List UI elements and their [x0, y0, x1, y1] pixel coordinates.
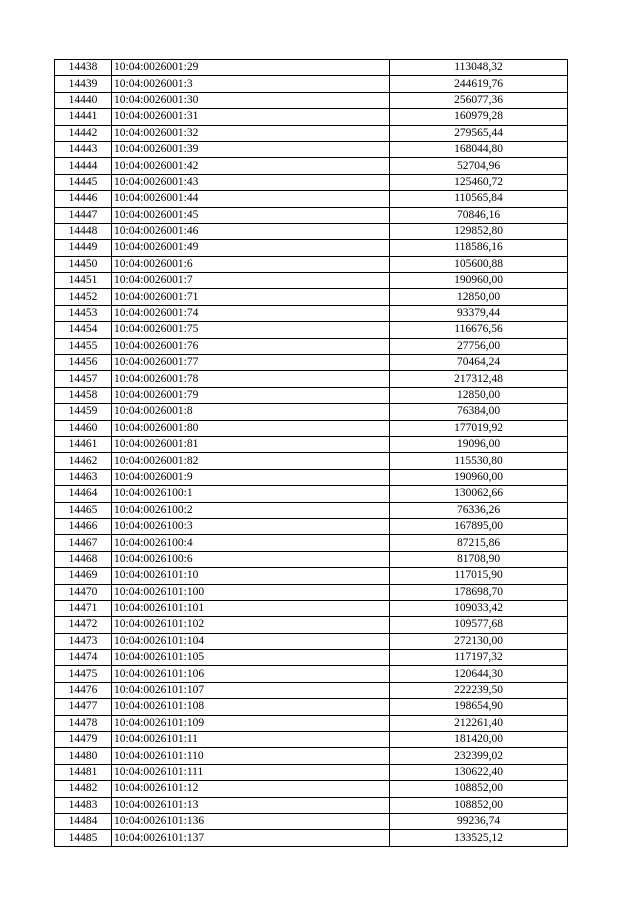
- row-value-cell: 81708,90: [390, 551, 568, 567]
- table-row: [55, 699, 568, 715]
- row-number-cell: 14451: [55, 273, 112, 289]
- table-row: [55, 584, 568, 600]
- table-row: [55, 650, 568, 666]
- row-value-cell: 93379,44: [390, 305, 568, 321]
- cadastral-number-cell: 10:04:0026101:105: [112, 650, 390, 666]
- cadastral-number-cell: 10:04:0026001:71: [112, 289, 390, 305]
- cadastral-number-cell: 10:04:0026101:109: [112, 715, 390, 731]
- data-table: [54, 59, 568, 847]
- table-row: [55, 125, 568, 141]
- row-number-cell: 14458: [55, 387, 112, 403]
- cadastral-number-cell: 10:04:0026101:102: [112, 617, 390, 633]
- row-number-cell: 14471: [55, 600, 112, 616]
- row-value-cell: 109577,68: [390, 617, 568, 633]
- table-row: [55, 551, 568, 567]
- cadastral-number-cell: 10:04:0026001:46: [112, 223, 390, 239]
- row-value-cell: 198654,90: [390, 699, 568, 715]
- row-number-cell: 14447: [55, 207, 112, 223]
- row-value-cell: 12850,00: [390, 289, 568, 305]
- row-value-cell: 108852,00: [390, 797, 568, 813]
- table-row: [55, 191, 568, 207]
- row-value-cell: 105600,88: [390, 256, 568, 272]
- cadastral-number-cell: 10:04:0026001:9: [112, 469, 390, 485]
- cadastral-number-cell: 10:04:0026001:77: [112, 355, 390, 371]
- table-row: [55, 256, 568, 272]
- row-value-cell: 76336,26: [390, 502, 568, 518]
- cadastral-number-cell: 10:04:0026001:78: [112, 371, 390, 387]
- row-number-cell: 14483: [55, 797, 112, 813]
- cadastral-number-cell: 10:04:0026101:101: [112, 600, 390, 616]
- row-number-cell: 14456: [55, 355, 112, 371]
- table-row: [55, 518, 568, 534]
- row-number-cell: 14445: [55, 174, 112, 190]
- table-row: [55, 158, 568, 174]
- table-row: [55, 273, 568, 289]
- row-value-cell: 52704,96: [390, 158, 568, 174]
- row-value-cell: 177019,92: [390, 420, 568, 436]
- cadastral-number-cell: 10:04:0026001:6: [112, 256, 390, 272]
- row-number-cell: 14479: [55, 732, 112, 748]
- cadastral-number-cell: 10:04:0026101:100: [112, 584, 390, 600]
- row-number-cell: 14465: [55, 502, 112, 518]
- row-number-cell: 14450: [55, 256, 112, 272]
- cadastral-number-cell: 10:04:0026101:106: [112, 666, 390, 682]
- table-row: [55, 830, 568, 846]
- row-number-cell: 14462: [55, 453, 112, 469]
- table-row: [55, 420, 568, 436]
- row-number-cell: 14475: [55, 666, 112, 682]
- cadastral-number-cell: 10:04:0026001:76: [112, 338, 390, 354]
- table-row: [55, 60, 568, 76]
- row-number-cell: 14454: [55, 322, 112, 338]
- row-value-cell: 279565,44: [390, 125, 568, 141]
- cadastral-number-cell: 10:04:0026001:45: [112, 207, 390, 223]
- row-value-cell: 125460,72: [390, 174, 568, 190]
- row-value-cell: 76384,00: [390, 404, 568, 420]
- row-number-cell: 14448: [55, 223, 112, 239]
- table-row: [55, 371, 568, 387]
- row-number-cell: 14460: [55, 420, 112, 436]
- table-row: [55, 715, 568, 731]
- row-number-cell: 14440: [55, 92, 112, 108]
- cadastral-number-cell: 10:04:0026001:31: [112, 109, 390, 125]
- row-value-cell: 113048,32: [390, 60, 568, 76]
- row-value-cell: 115530,80: [390, 453, 568, 469]
- table-row: [55, 404, 568, 420]
- cadastral-number-cell: 10:04:0026001:80: [112, 420, 390, 436]
- row-value-cell: 222239,50: [390, 682, 568, 698]
- table-row: [55, 141, 568, 157]
- row-number-cell: 14473: [55, 633, 112, 649]
- row-number-cell: 14443: [55, 141, 112, 157]
- table-body: [55, 60, 568, 847]
- cadastral-number-cell: 10:04:0026101:107: [112, 682, 390, 698]
- table-row: [55, 174, 568, 190]
- row-value-cell: 116676,56: [390, 322, 568, 338]
- cadastral-number-cell: 10:04:0026001:81: [112, 436, 390, 452]
- table-row: [55, 535, 568, 551]
- cadastral-number-cell: 10:04:0026101:111: [112, 764, 390, 780]
- table-row: [55, 322, 568, 338]
- row-value-cell: 190960,00: [390, 273, 568, 289]
- row-value-cell: 99236,74: [390, 813, 568, 829]
- cadastral-number-cell: 10:04:0026101:11: [112, 732, 390, 748]
- row-value-cell: 108852,00: [390, 781, 568, 797]
- row-value-cell: 212261,40: [390, 715, 568, 731]
- row-value-cell: 167895,00: [390, 518, 568, 534]
- row-value-cell: 160979,28: [390, 109, 568, 125]
- table-row: [55, 600, 568, 616]
- cadastral-number-cell: 10:04:0026001:39: [112, 141, 390, 157]
- row-value-cell: 256077,36: [390, 92, 568, 108]
- table-row: [55, 682, 568, 698]
- row-value-cell: 181420,00: [390, 732, 568, 748]
- row-value-cell: 130622,40: [390, 764, 568, 780]
- cadastral-number-cell: 10:04:0026100:1: [112, 486, 390, 502]
- row-number-cell: 14485: [55, 830, 112, 846]
- row-value-cell: 120644,30: [390, 666, 568, 682]
- row-number-cell: 14441: [55, 109, 112, 125]
- cadastral-number-cell: 10:04:0026101:137: [112, 830, 390, 846]
- table-row: [55, 781, 568, 797]
- row-number-cell: 14457: [55, 371, 112, 387]
- row-number-cell: 14455: [55, 338, 112, 354]
- table-row: [55, 109, 568, 125]
- row-value-cell: 70464,24: [390, 355, 568, 371]
- row-number-cell: 14453: [55, 305, 112, 321]
- cadastral-number-cell: 10:04:0026001:44: [112, 191, 390, 207]
- table-row: [55, 617, 568, 633]
- cadastral-number-cell: 10:04:0026001:32: [112, 125, 390, 141]
- row-number-cell: 14459: [55, 404, 112, 420]
- row-number-cell: 14461: [55, 436, 112, 452]
- row-number-cell: 14474: [55, 650, 112, 666]
- row-value-cell: 12850,00: [390, 387, 568, 403]
- table-row: [55, 223, 568, 239]
- row-number-cell: 14478: [55, 715, 112, 731]
- row-value-cell: 168044,80: [390, 141, 568, 157]
- row-value-cell: 109033,42: [390, 600, 568, 616]
- row-value-cell: 130062,66: [390, 486, 568, 502]
- row-number-cell: 14452: [55, 289, 112, 305]
- row-number-cell: 14484: [55, 813, 112, 829]
- row-value-cell: 19096,00: [390, 436, 568, 452]
- row-value-cell: 272130,00: [390, 633, 568, 649]
- row-number-cell: 14482: [55, 781, 112, 797]
- cadastral-number-cell: 10:04:0026001:29: [112, 60, 390, 76]
- row-number-cell: 14444: [55, 158, 112, 174]
- row-number-cell: 14470: [55, 584, 112, 600]
- row-value-cell: 70846,16: [390, 207, 568, 223]
- cadastral-number-cell: 10:04:0026001:8: [112, 404, 390, 420]
- cadastral-number-cell: 10:04:0026101:12: [112, 781, 390, 797]
- table-row: [55, 76, 568, 92]
- row-number-cell: 14469: [55, 568, 112, 584]
- row-number-cell: 14467: [55, 535, 112, 551]
- cadastral-number-cell: 10:04:0026001:82: [112, 453, 390, 469]
- cadastral-number-cell: 10:04:0026001:74: [112, 305, 390, 321]
- cadastral-number-cell: 10:04:0026100:6: [112, 551, 390, 567]
- table-row: [55, 387, 568, 403]
- cadastral-number-cell: 10:04:0026001:3: [112, 76, 390, 92]
- row-number-cell: 14442: [55, 125, 112, 141]
- row-value-cell: 232399,02: [390, 748, 568, 764]
- cadastral-number-cell: 10:04:0026001:43: [112, 174, 390, 190]
- table-row: [55, 240, 568, 256]
- cadastral-number-cell: 10:04:0026101:13: [112, 797, 390, 813]
- row-value-cell: 217312,48: [390, 371, 568, 387]
- row-number-cell: 14468: [55, 551, 112, 567]
- table-row: [55, 732, 568, 748]
- cadastral-number-cell: 10:04:0026001:79: [112, 387, 390, 403]
- row-number-cell: 14463: [55, 469, 112, 485]
- table-row: [55, 666, 568, 682]
- row-number-cell: 14476: [55, 682, 112, 698]
- table-row: [55, 92, 568, 108]
- row-value-cell: 190960,00: [390, 469, 568, 485]
- cadastral-number-cell: 10:04:0026001:49: [112, 240, 390, 256]
- cadastral-number-cell: 10:04:0026101:108: [112, 699, 390, 715]
- table-row: [55, 289, 568, 305]
- cadastral-number-cell: 10:04:0026001:30: [112, 92, 390, 108]
- row-value-cell: 27756,00: [390, 338, 568, 354]
- table-row: [55, 453, 568, 469]
- row-number-cell: 14439: [55, 76, 112, 92]
- table-row: [55, 355, 568, 371]
- row-value-cell: 110565,84: [390, 191, 568, 207]
- table-row: [55, 748, 568, 764]
- table-row: [55, 813, 568, 829]
- cadastral-number-cell: 10:04:0026100:3: [112, 518, 390, 534]
- row-value-cell: 178698,70: [390, 584, 568, 600]
- row-number-cell: 14477: [55, 699, 112, 715]
- row-number-cell: 14438: [55, 60, 112, 76]
- cadastral-number-cell: 10:04:0026100:4: [112, 535, 390, 551]
- table-row: [55, 633, 568, 649]
- table-row: [55, 305, 568, 321]
- row-value-cell: 118586,16: [390, 240, 568, 256]
- cadastral-number-cell: 10:04:0026001:7: [112, 273, 390, 289]
- row-number-cell: 14480: [55, 748, 112, 764]
- table-row: [55, 486, 568, 502]
- row-number-cell: 14449: [55, 240, 112, 256]
- row-number-cell: 14446: [55, 191, 112, 207]
- table-row: [55, 436, 568, 452]
- table-row: [55, 764, 568, 780]
- row-value-cell: 133525,12: [390, 830, 568, 846]
- table-row: [55, 338, 568, 354]
- table-row: [55, 797, 568, 813]
- row-value-cell: 244619,76: [390, 76, 568, 92]
- table-row: [55, 469, 568, 485]
- row-value-cell: 117015,90: [390, 568, 568, 584]
- table-row: [55, 568, 568, 584]
- cadastral-number-cell: 10:04:0026100:2: [112, 502, 390, 518]
- cadastral-number-cell: 10:04:0026001:75: [112, 322, 390, 338]
- cadastral-number-cell: 10:04:0026101:110: [112, 748, 390, 764]
- row-number-cell: 14466: [55, 518, 112, 534]
- cadastral-number-cell: 10:04:0026101:136: [112, 813, 390, 829]
- cadastral-number-cell: 10:04:0026101:10: [112, 568, 390, 584]
- row-value-cell: 87215,86: [390, 535, 568, 551]
- table-row: [55, 207, 568, 223]
- cadastral-number-cell: 10:04:0026001:42: [112, 158, 390, 174]
- table-row: [55, 502, 568, 518]
- row-number-cell: 14481: [55, 764, 112, 780]
- row-value-cell: 117197,32: [390, 650, 568, 666]
- row-value-cell: 129852,80: [390, 223, 568, 239]
- row-number-cell: 14472: [55, 617, 112, 633]
- cadastral-number-cell: 10:04:0026101:104: [112, 633, 390, 649]
- row-number-cell: 14464: [55, 486, 112, 502]
